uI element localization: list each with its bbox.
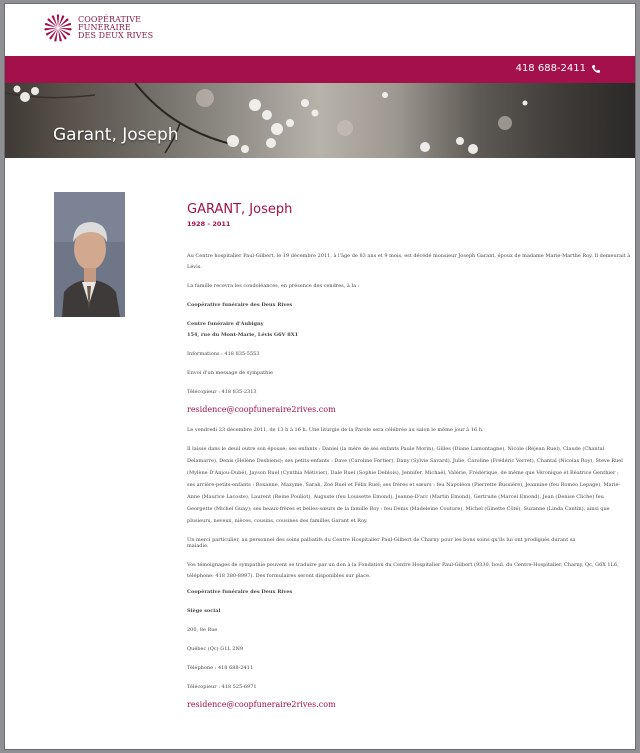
portrait-image [54,192,125,317]
phone-icon [591,64,601,74]
header-phone-number: 418 688-2411 [515,63,586,74]
email-link[interactable]: residence@coopfuneraire2rives.com [187,405,336,414]
logo-line-1: COOPÉRATIVE [78,15,142,24]
hero-banner [5,83,635,158]
logo-line-2: FUNÉRAIRE [78,23,131,32]
head-office-label: Siège social [187,608,221,614]
thanks-text: Un merci particulier, au personnel des soins palliatifs du Centre Hospitalier Paul-Gilbert de Charny pour les bons soins qu'ils lui ont prodigués durant sa maladie. [187,537,576,549]
coop-name: Coopérative funéraire des Deux Rives [187,302,293,308]
family-line: (Mylène D'Anjou-Dubé), Jayson Ruel (Cynthia Métivier), Dale Ruel (Sophie Deblois), Jennifer, Michaël, Valérie, Frédérique, de même que Véronique et Béatrice Genthier ; [187,470,619,476]
logo-line-3: DES DEUX RIVES [78,31,154,40]
info-phone: Informations : 418 835-5553 [187,351,260,357]
intro-line: Au Centre hospitalier Paul-Gilbert, le 19 décembre 2011, à l'âge de 83 ans et 9 mois, est décédé monsieur Joseph Garant, époux de madame Marie-Marthe Roy. Il demeurait à [187,253,631,259]
family-line: Il laisse dans le deuil outre son épouse; ses enfants : Daniel (la mère de ses enfants Paule Morin), Gilles (Diane Lamontagne), Nicole (Réjean Ruel), Claude (Chantal [187,446,605,452]
intro-line: Lévis. [187,264,202,270]
donations-paragraph [187,562,619,579]
family-line: Anne (Maurice Lacoste), Laurent (Reine Pouliot), Auguste (feu Louisette Emond), Jeanne-D'arc (Martin Emond), Gertrude (Marcel Emond), Jean (Denise Cliche) feu [187,494,604,500]
address-line-2: Québec (Qc) G1L 2N9 [187,646,244,652]
coop-name-footer: Coopérative funéraire des Deux Rives [187,589,293,595]
obituary-dates: 1928 - 2011 [187,220,231,228]
obituary-content [187,202,631,709]
nav-bar [5,56,635,83]
deceased-photo [54,192,125,317]
center-address: 154, rue du Mont-Marie, Lévis G6V 8X1 [187,332,299,338]
sympathy-link[interactable]: Envoi d'un message de sympathie [187,370,273,376]
address-line-1: 200, 8e Rue [187,627,218,633]
liturgy-text: Le vendredi 23 décembre 2011, de 13 h à 16 h. Une liturgie de la Parole sera célébrée au salon le même jour à 16 h. [187,427,484,433]
hero-title: Garant, Joseph [53,125,179,145]
donations-line: téléphone: 418 380-8997). Des formulaires seront disponibles sur place. [187,573,371,579]
center-name: Centre funéraire d'Aubigny [187,321,264,327]
site-header [5,4,635,56]
flower-logo-icon [43,13,73,43]
header-phone[interactable] [516,63,601,74]
family-line: Georgette (Michel Guay); ses beaux-frères et belles-sœurs de la famille Roy : feu Denis (Madeleine Couture), Michel (Ginette Côté), Suzanne (Linda Cantin), ainsi que [187,506,610,512]
fax-number: Télécopieur : 418 835-2313 [187,389,257,395]
fax-number-footer: Télécopieur : 418 525-6971 [187,684,257,690]
intro-paragraph [187,253,631,270]
site-logo[interactable] [43,13,153,43]
family-paragraph [187,446,623,524]
blossom-branch-image [5,83,635,158]
email-link-footer[interactable]: residence@coopfuneraire2rives.com [187,700,336,709]
donations-line: Vos témoignages de sympathie peuvent se traduire par un don à la Fondation du Centre Hospitalier Paul-Gilbert (9330, boul. du Centre-Hospitalier, Charny, Qc, G6X 1L6, [187,562,619,568]
logo-text [78,16,153,40]
telephone-number: Téléphone : 418 688-2411 [187,665,254,671]
condolences-text: La famille recevra les condoléances, en présence des cendres, à la : [187,283,360,289]
family-line: Delamarre), Denis (Hélène Desbiens); ses petits-enfants : Dave (Caroline Fortier), Dany (Sylvie Savard), Julie, Caroline (Frédéric Verret), Chantal (Nicolas Roy), Steve Ruel [187,458,623,464]
family-line: plusieurs, neveux, nièces, cousins, cousines des familles Garant et Roy. [187,518,368,524]
family-line: ses arrière-petits-enfants : Roxanne, Maxyme, Sarah, Zoé Ruel et Félix Ruel; ses frères et sœurs : feu Napoléon (Pierrette Bussière), Jeannine (feu Roméo Lepage), Marie- [187,482,621,488]
obituary-name: GARANT, Joseph [187,202,293,217]
page-frame [4,3,636,750]
